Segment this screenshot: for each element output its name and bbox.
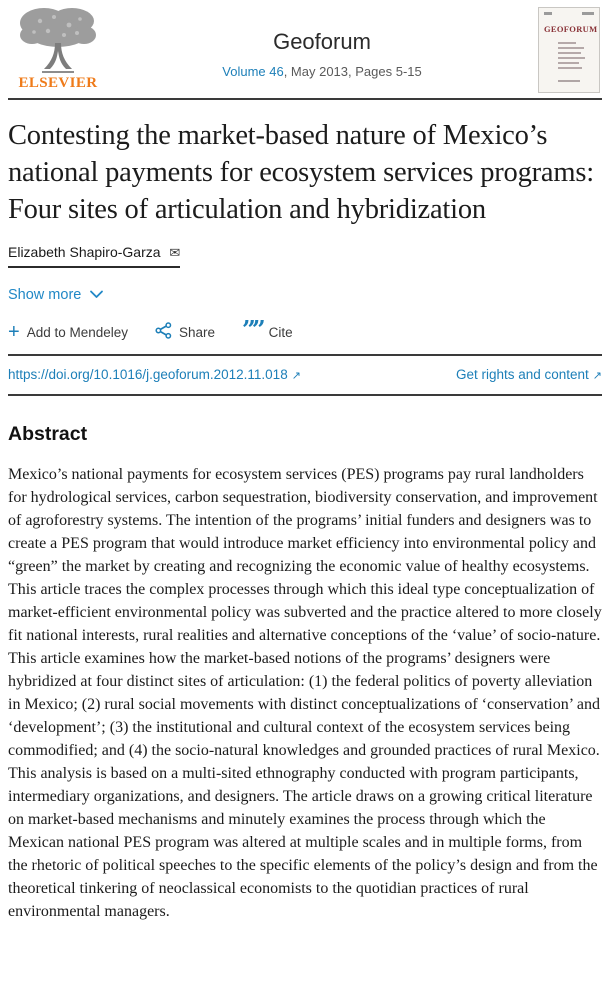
external-link-icon: ↗ bbox=[592, 370, 602, 382]
divider bbox=[8, 98, 602, 100]
cite-button[interactable] bbox=[242, 315, 293, 344]
abstract-heading: Abstract bbox=[8, 423, 88, 445]
cover-journal-title: GEOFORUM bbox=[544, 24, 598, 34]
share-label: Share bbox=[179, 324, 216, 340]
volume-issue-line bbox=[106, 64, 538, 79]
email-envelope-icon: ✉ bbox=[169, 245, 181, 260]
doi-url: https://doi.org/10.1016/j.geoforum.2012.11.018 bbox=[8, 367, 288, 382]
article-toolbar bbox=[8, 315, 602, 344]
divider bbox=[8, 394, 602, 396]
doi-link[interactable] bbox=[8, 367, 301, 382]
journal-info bbox=[106, 5, 538, 79]
doi-row bbox=[8, 356, 602, 394]
cover-top-text bbox=[544, 12, 594, 15]
elsevier-wordmark: ELSEVIER bbox=[18, 75, 98, 91]
external-link-icon: ↗ bbox=[291, 370, 301, 382]
share-icon bbox=[155, 322, 172, 342]
elsevier-logo[interactable] bbox=[10, 5, 106, 92]
author-row bbox=[8, 244, 602, 268]
journal-title-link[interactable]: Geoforum bbox=[273, 29, 371, 54]
author-link[interactable] bbox=[8, 244, 180, 268]
cover-toc-lines bbox=[558, 42, 594, 69]
cover-decoration bbox=[582, 12, 594, 15]
abstract-text: Mexico’s national payments for ecosystem services (PES) programs pay rural landholders for hydrological services, carbon sequestration, biodiversity conservation, and improvement of agroforestry systems. The intention of the programs’ initial funders and designers was to create a PES program that would introduce market efficiency into environmental policy and “green” the market by creating and recognizing the economic value of healthy ecosystems. This article traces the complex processes through which this ideal type conceptualization of market-efficient environmental policy was subverted and the practice altered to more closely fit national interests, rural realities and alternative conceptions of the ‘value’ of socio-nature. This article examines how the market-based notions of the programs’ designers were hybridized at four distinct sites of articulation: (1) the federal politics of poverty alleviation in Mexico; (2) rural social movements with distinct conceptualizations of ‘conservation’ and ‘development’; (3) the institutional and cultural context of the ecosystem services being commodified; and (4) the socio-natural knowledges and grounded practices of rural Mexico. This analysis is based on a multi-sited ethnography conducted with program participants, intermediary organizations, and designers. The article draws on a growing critical literature on market-based mechanisms and minutely examines the process through which the Mexican national PES program was altered at multiple scales and in multiple forms, from the rhetoric of political speeches to the specific elements of the policy’s design and from the theoretical tinkering of neoclassical economists to the quotidian practices of rural environmental managers. bbox=[8, 466, 602, 920]
show-more-label: Show more bbox=[8, 287, 82, 303]
journal-header bbox=[8, 0, 602, 98]
show-more-button[interactable] bbox=[8, 287, 103, 303]
plus-icon: + bbox=[8, 321, 20, 343]
cite-icon: ”” bbox=[242, 315, 262, 344]
cover-decoration bbox=[544, 12, 552, 15]
cite-label: Cite bbox=[268, 324, 293, 340]
rights-label: Get rights and content bbox=[455, 367, 589, 382]
journal-cover-thumbnail[interactable] bbox=[538, 7, 600, 93]
elsevier-tree-icon bbox=[10, 5, 106, 77]
rights-and-content-link[interactable] bbox=[456, 367, 602, 382]
mendeley-label: Add to Mendeley bbox=[26, 324, 129, 340]
chevron-down-icon bbox=[90, 287, 103, 303]
article-title: Contesting the market-based nature of Mexico’s national payments for ecosystem services programs: Four sites of articulation and hybridization bbox=[8, 120, 594, 225]
cover-decoration bbox=[558, 80, 580, 82]
share-button[interactable] bbox=[155, 322, 215, 342]
issue-info: , May 2013, Pages 5-15 bbox=[283, 64, 422, 79]
add-to-mendeley-button[interactable] bbox=[8, 321, 129, 343]
author-name: Elizabeth Shapiro-Garza bbox=[8, 244, 161, 260]
volume-link[interactable]: Volume 46 bbox=[222, 64, 284, 79]
